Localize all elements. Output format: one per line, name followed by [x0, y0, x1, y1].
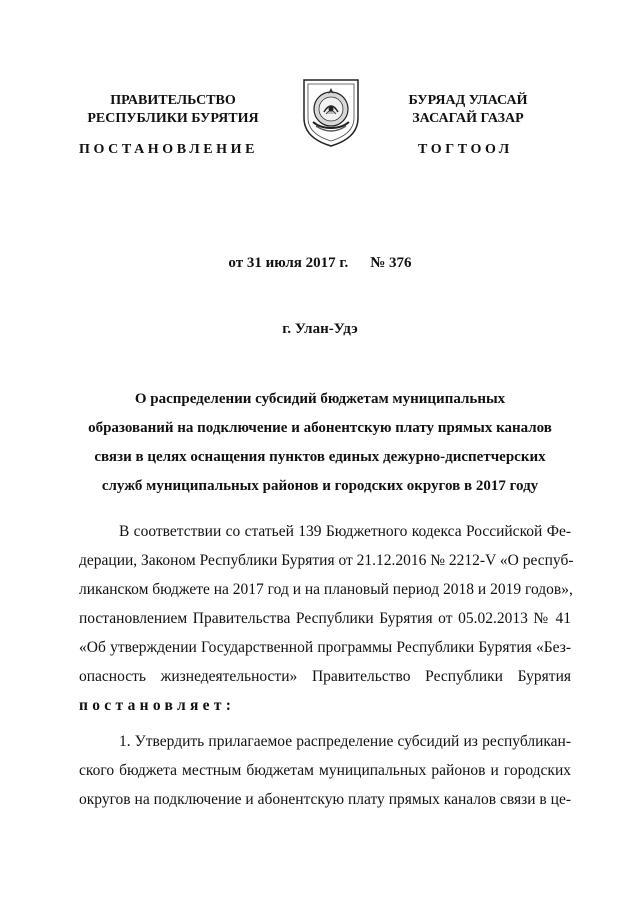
title-line: служб муниципальных районов и городских округов в 2017 году: [101, 478, 539, 494]
item-1-paragraph: [79, 727, 571, 814]
paragraph-line: округов на подключение и абонентскую плату прямых каналов связи в це-: [79, 791, 571, 808]
title-line: связи в целях оснащения пунктов единых дежурно-диспетчерских: [94, 449, 546, 465]
government-name-russian: [78, 92, 268, 128]
government-name-buryat-line1: БУРЯАД УЛАСАЙ: [408, 93, 528, 108]
government-name-buryat-line2: ЗАСАГАЙ ГАЗАР: [412, 111, 524, 126]
title-line: О распределении субсидий бюджетам муниципальных: [134, 391, 506, 407]
resolve-word: постановляет:: [79, 697, 236, 714]
paragraph-line: ликанском бюджете на 2017 год и на плановый период 2018 и 2019 годов»,: [79, 581, 573, 598]
paragraph-line: 1. Утвердить прилагаемое распределение субсидий из республикан-: [119, 733, 571, 750]
title-line: образований на подключение и абонентскую плату прямых каналов: [88, 420, 552, 436]
document-city: г. Улан-Удэ: [282, 321, 358, 337]
paragraph-line: В соответствии со статьей 139 Бюджетного кодекса Российской Фе-: [119, 523, 571, 540]
doc-type-russian: ПОСТАНОВЛЕНИЕ: [79, 142, 259, 157]
paragraph-line: постановлением Правительства Республики Бурятия от 05.02.2013 № 41: [79, 610, 571, 627]
preamble-paragraph: [79, 517, 574, 720]
paragraph-line: «Об утверждении Государственной программы Республики Бурятия «Без-: [79, 639, 571, 656]
government-name-buryat: [398, 92, 538, 128]
document-date-number: [0, 255, 640, 272]
document-title: [60, 385, 580, 501]
government-name-line1: ПРАВИТЕЛЬСТВО: [110, 93, 236, 108]
document-number: № 376: [370, 255, 412, 271]
paragraph-line: дерации, Законом Республики Бурятия от 21.12.2016 № 2212-V «О респуб-: [79, 552, 574, 569]
coat-of-arms-icon: [300, 76, 362, 148]
paragraph-line: ского бюджета местным бюджетам муниципальных районов и городских: [79, 762, 571, 779]
doc-type-buryat: ТОГТООЛ: [418, 142, 513, 157]
document-date: от 31 июля 2017 г.: [228, 255, 349, 271]
government-name-line2: РЕСПУБЛИКИ БУРЯТИЯ: [87, 111, 259, 126]
coat-of-arms-svg: [300, 76, 362, 148]
paragraph-line: опасность жизнедеятельности» Правительство Республики Бурятия: [79, 668, 571, 685]
